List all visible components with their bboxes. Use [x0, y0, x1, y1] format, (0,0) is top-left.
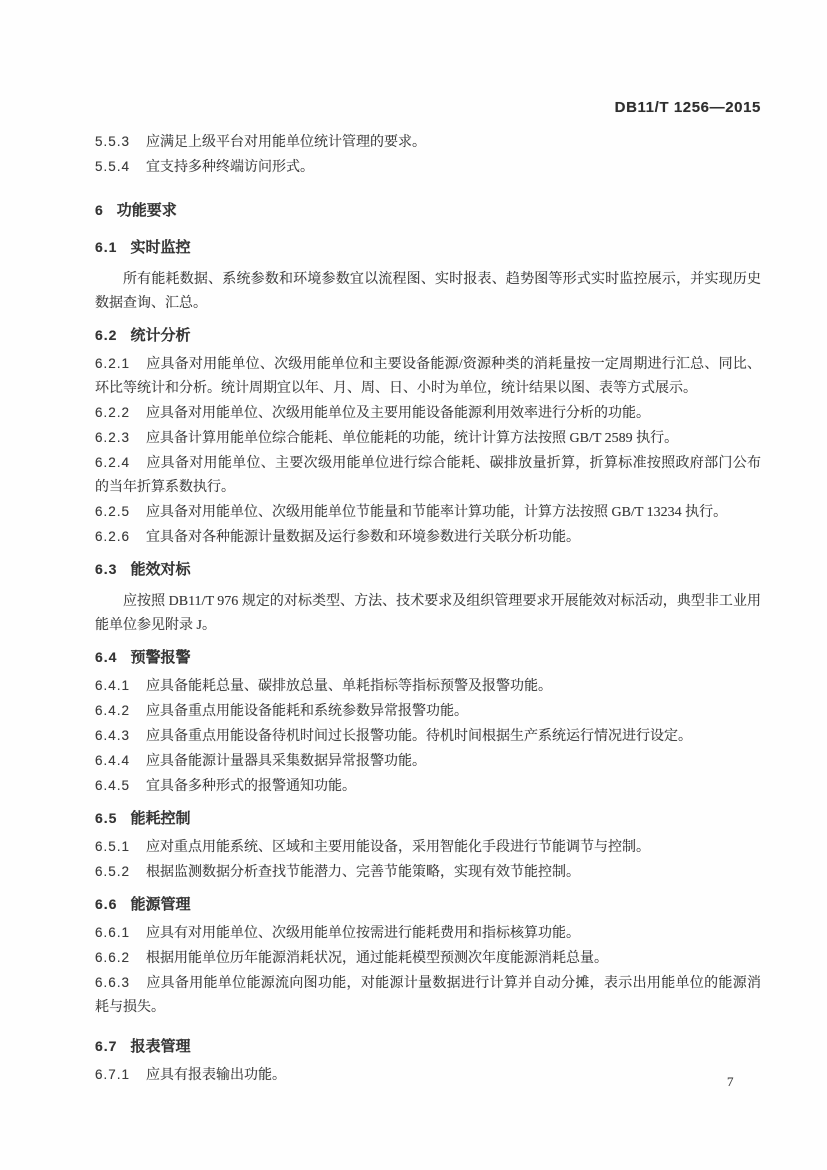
heading-title: 报表管理: [130, 1038, 191, 1055]
clause-text: 宜具备多种形式的报警通知功能。: [146, 779, 357, 794]
chapter-heading-6: [95, 198, 761, 223]
heading-number: 6.7: [95, 1038, 118, 1054]
clause-number: 6.5.1: [95, 839, 131, 854]
clause-number: 6.4.2: [95, 703, 131, 718]
clause-6-6-2: [95, 946, 761, 971]
page-content: [95, 130, 761, 1088]
clause-6-2-4: [95, 451, 761, 500]
clause-6-2-6: [95, 525, 761, 550]
clause-number: 6.4.5: [95, 778, 131, 793]
clause-6-2-1: [95, 352, 761, 401]
section-heading-6-3: [95, 557, 761, 582]
section-heading-6-4: [95, 645, 761, 670]
section-heading-6-7: [95, 1034, 761, 1059]
clause-text: 应具备对用能单位、次级用能单位节能量和节能率计算功能，计算方法按照 GB/T 13234 执行。: [146, 505, 728, 520]
clause-number: 6.6.1: [95, 925, 131, 940]
clause-text: 应具备重点用能设备能耗和系统参数异常报警功能。: [146, 704, 469, 719]
clause-5-5-4: [95, 155, 761, 180]
clause-text: 应具备能耗总量、碳排放总量、单耗指标等指标预警及报警功能。: [146, 679, 553, 694]
heading-number: 6.5: [95, 810, 118, 826]
heading-number: 6.2: [95, 327, 118, 343]
heading-title: 功能要求: [116, 202, 177, 219]
clause-5-5-3: [95, 130, 761, 155]
heading-title: 预警报警: [130, 649, 191, 666]
clause-text: 应具备能源计量器具采集数据异常报警功能。: [146, 754, 427, 769]
heading-number: 6: [95, 202, 104, 218]
clause-text: 宜支持多种终端访问形式。: [146, 160, 315, 175]
clause-text: 根据用能单位历年能源消耗状况，通过能耗模型预测次年度能源消耗总量。: [146, 951, 609, 966]
clause-number: 6.2.4: [95, 455, 131, 470]
clause-number: 6.2.6: [95, 529, 131, 544]
heading-title: 能耗控制: [130, 810, 191, 827]
section-heading-6-5: [95, 806, 761, 831]
clause-6-5-1: [95, 835, 761, 860]
clause-text: 宜具备对各种能源计量数据及运行参数和环境参数进行关联分析功能。: [146, 530, 581, 545]
heading-number: 6.6: [95, 896, 118, 912]
clause-6-4-4: [95, 749, 761, 774]
clause-number: 6.2.3: [95, 430, 131, 445]
clause-6-4-2: [95, 699, 761, 724]
clause-text: 应具备用能单位能源流向图功能，对能源计量数据进行计算并自动分摊，表示出用能单位的能源消耗与损失。: [95, 976, 761, 1015]
clause-text: 应满足上级平台对用能单位统计管理的要求。: [146, 135, 427, 150]
clause-6-5-2: [95, 860, 761, 885]
clause-number: 6.4.4: [95, 753, 131, 768]
clause-6-4-3: [95, 724, 761, 749]
clause-text: 应具备重点用能设备待机时间过长报警功能。待机时间根据生产系统运行情况进行设定。: [146, 729, 693, 744]
clause-text: 应具备对用能单位、次级用能单位和主要设备能源/资源种类的消耗量按一定周期进行汇总、同比、环比等统计和分析。统计周期宜以年、月、周、日、小时为单位，统计结果以图、表等方式展示。: [95, 357, 761, 396]
heading-title: 统计分析: [130, 327, 191, 344]
section-heading-6-1: [95, 235, 761, 260]
clause-6-6-3: [95, 971, 761, 1020]
clause-6-7-1: [95, 1063, 761, 1088]
clause-number: 6.2.5: [95, 504, 131, 519]
heading-title: 能源管理: [130, 896, 191, 913]
clause-number: 6.6.2: [95, 950, 131, 965]
clause-6-2-5: [95, 500, 761, 525]
paragraph-6-1: 所有能耗数据、系统参数和环境参数宜以流程图、实时报表、趋势图等形式实时监控展示，并实现历史数据查询、汇总。: [95, 272, 761, 311]
clause-number: 6.2.2: [95, 405, 131, 420]
clause-6-4-1: [95, 674, 761, 699]
clause-text: 应具备对用能单位、主要次级用能单位进行综合能耗、碳排放量折算，折算标准按照政府部门公布的当年折算系数执行。: [95, 456, 761, 495]
clause-6-4-5: [95, 774, 761, 799]
section-heading-6-2: [95, 323, 761, 348]
heading-number: 6.3: [95, 561, 118, 577]
section-heading-6-6: [95, 892, 761, 917]
clause-text: 应对重点用能系统、区域和主要用能设备，采用智能化手段进行节能调节与控制。: [146, 840, 651, 855]
clause-6-2-3: [95, 426, 761, 451]
document-code-header: DB11/T 1256—2015: [614, 99, 761, 116]
heading-title: 实时监控: [130, 239, 191, 256]
clause-number: 6.4.1: [95, 678, 131, 693]
clause-number: 6.5.2: [95, 864, 131, 879]
clause-number: 6.2.1: [95, 356, 131, 371]
clause-text: 应具有报表输出功能。: [146, 1068, 287, 1083]
clause-number: 5.5.4: [95, 159, 131, 174]
clause-text: 应具有对用能单位、次级用能单位按需进行能耗费用和指标核算功能。: [146, 926, 581, 941]
heading-number: 6.1: [95, 239, 118, 255]
clause-text: 应具备计算用能单位综合能耗、单位能耗的功能，统计计算方法按照 GB/T 2589 执行。: [146, 431, 679, 446]
clause-number: 6.6.3: [95, 975, 131, 990]
clause-6-2-2: [95, 401, 761, 426]
heading-title: 能效对标: [130, 561, 191, 578]
paragraph-6-3: 应按照 DB11/T 976 规定的对标类型、方法、技术要求及组织管理要求开展能效对标活动，典型非工业用能单位参见附录 J。: [95, 594, 761, 633]
page-number: 7: [727, 1074, 734, 1089]
clause-text: 根据监测数据分析查找节能潜力、完善节能策略，实现有效节能控制。: [146, 865, 581, 880]
clause-text: 应具备对用能单位、次级用能单位及主要用能设备能源利用效率进行分析的功能。: [146, 406, 651, 421]
clause-number: 6.4.3: [95, 728, 131, 743]
heading-number: 6.4: [95, 649, 118, 665]
clause-number: 5.5.3: [95, 134, 131, 149]
clause-6-6-1: [95, 921, 761, 946]
clause-number: 6.7.1: [95, 1067, 131, 1082]
